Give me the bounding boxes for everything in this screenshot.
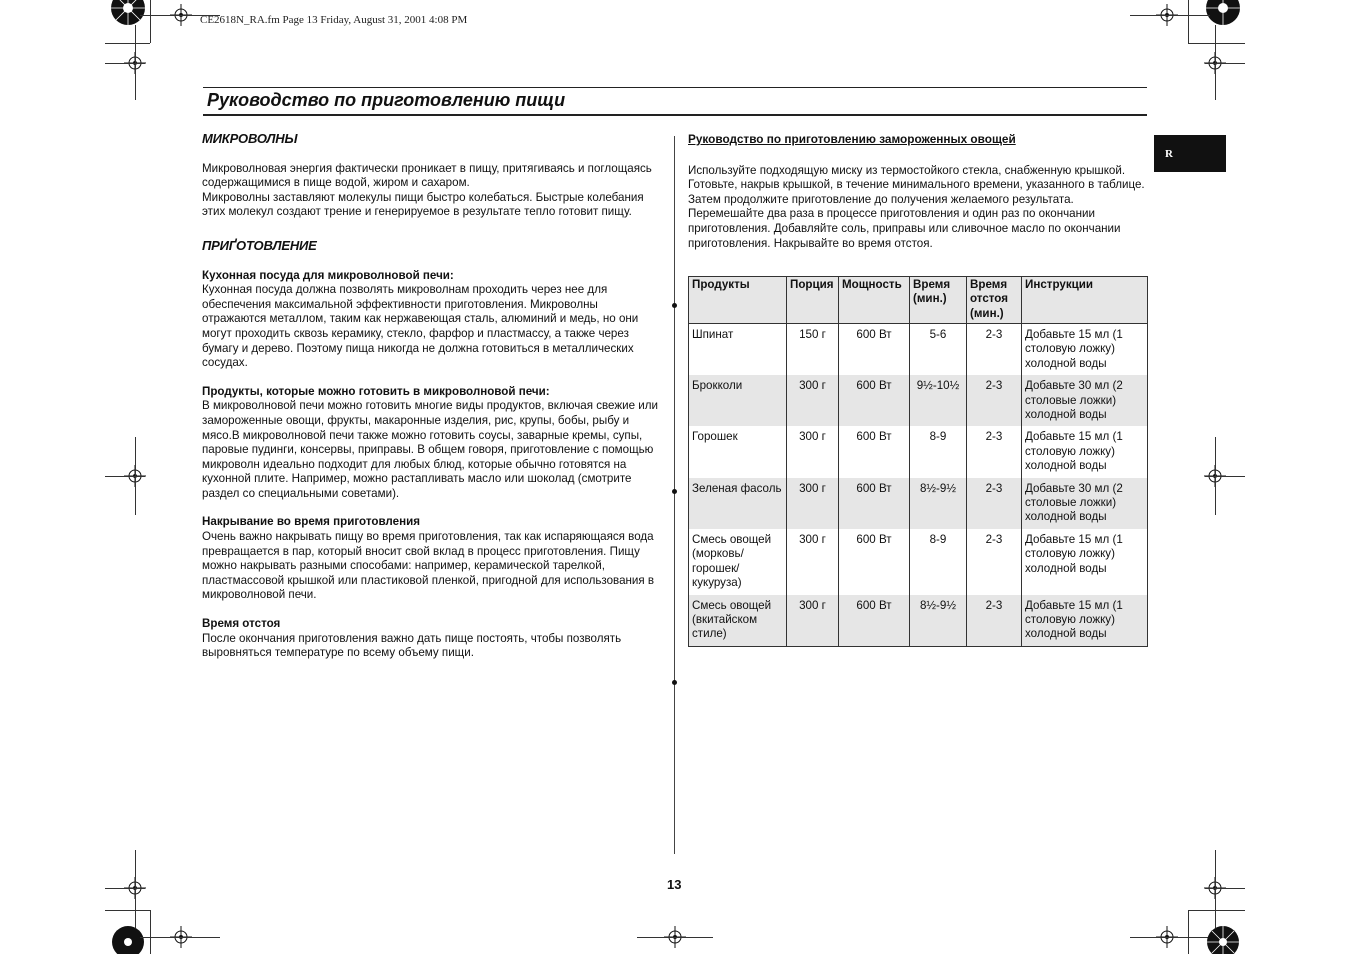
paragraph: Микроволновая энергия фактически проникает в пищу, притягиваясь и поглощаясь содержащимися в пище водой, жиром и сахаром.	[202, 161, 652, 190]
registration-wheel-icon	[1205, 926, 1241, 954]
table-row	[689, 375, 1148, 426]
column-header: Порция	[787, 277, 839, 324]
column-header: Продукты	[689, 277, 787, 324]
cell-product: Горошек	[689, 426, 787, 477]
paragraph: Микроволны заставляют молекулы пищи быстро колебаться. Быстрые колебания этих молекул создают трение и генерируемое в результате тепло готовит пищу.	[202, 190, 644, 219]
section-title-cooking: ПРИҐОТОВЛЕНИЕ	[202, 237, 317, 253]
cell-product: Брокколи	[689, 375, 787, 426]
cell-instructions: Добавьте 15 мл (1 столовую ложку) холодной воды	[1022, 529, 1148, 595]
frozen-veg-guide-title: Руководство по приготовлению замороженных овощей	[688, 132, 1016, 146]
cell-product: Зеленая фасоль	[689, 478, 787, 529]
paragraph: Используйте подходящую миску из термостойкого стекла, снабженную крышкой. Готовьте, накрыв крышкой, в течение минимального времени, указанного в таблице. Затем продолжите приготовление до получения желаемого результата. Перемешайте два раза в процессе приготовления и один раз по окончании приготовления. Добавляйте соль, приправы или сливочное масло по окончании приготовления. Накрывайте во время отстоя.	[688, 163, 1145, 250]
cell-power: 600 Вт	[839, 426, 910, 477]
table-row	[689, 478, 1148, 529]
cell-instructions: Добавьте 15 мл (1 столовую ложку) холодной воды	[1022, 324, 1148, 376]
page-title: Руководство по приготовлению пищи	[207, 90, 566, 110]
column-header: Время (мин.)	[910, 277, 967, 324]
registration-wheel-icon	[110, 0, 146, 26]
subheading: Время отстоя	[202, 617, 281, 631]
cell-power: 600 Вт	[839, 478, 910, 529]
bullet-dot	[672, 303, 677, 308]
cell-power: 600 Вт	[839, 529, 910, 595]
paragraph: Кухонная посуда должна позволять микроволнам проходить через нее для обеспечения максимальной эффективности приготовления. Микроволны отражаются металлом, таким как нержавеющая сталь, алюминий и медь, но они могут проходить сквозь керамику, стекло, фарфор и пластмассу, а также через бумагу и дерево. Поэтому пища никогда не должна готовиться в металлических сосудах.	[202, 283, 639, 370]
section-title-microwaves: МИКРОВОЛНЫ	[202, 131, 298, 146]
title-top-rule	[203, 87, 1147, 88]
cell-stand: 2-3	[967, 375, 1022, 426]
column-header: Инструкции	[1022, 277, 1148, 324]
cell-portion: 300 г	[787, 426, 839, 477]
registration-wheel-icon	[1205, 0, 1241, 26]
table-row	[689, 324, 1148, 376]
paragraph: В микроволновой печи можно готовить многие виды продуктов, включая свежие или замороженные овощи, фрукты, макаронные изделия, рис, крупы, бобы, рыбу и мясо.В микроволновой печи также можно готовить соусы, заварные кремы, супы, паровые пудинги, консервы, приправы. В общем говоря, приготовление с помощью микроволн идеально подходит для любых блюд, которые обычно готовятся на кухонной плите. Например, можно растапливать масло или шоколад (смотрите раздел со специальными советами).	[202, 399, 658, 500]
cell-portion: 300 г	[787, 478, 839, 529]
column-header: Мощность	[839, 277, 910, 324]
cell-portion: 300 г	[787, 595, 839, 647]
column-header: Время отстоя (мин.)	[967, 277, 1022, 324]
subheading: Накрывание во время приготовления	[202, 515, 420, 529]
registration-wheel-icon	[110, 926, 146, 954]
bullet-dot	[672, 680, 677, 685]
cell-time: 8-9	[910, 529, 967, 595]
subheading: Продукты, которые можно готовить в микроволновой печи:	[202, 384, 550, 398]
cell-portion: 300 г	[787, 529, 839, 595]
file-header: CE2618N_RA.fm Page 13 Friday, August 31, 2001 4:08 PM	[200, 14, 468, 26]
table-header-row	[689, 277, 1148, 324]
cell-time: 8½-9½	[910, 595, 967, 647]
cell-instructions: Добавьте 15 мл (1 столовую ложку) холодной воды	[1022, 426, 1148, 477]
paragraph: Очень важно накрывать пищу во время приготовления, так как испаряющаяся вода превращается в пар, который вносит свой вклад в процесс приготовления. Пищу можно накрывать разными способами: например, керамической тарелкой, пластмассовой крышкой или пластиковой пленкой, пригодной для использования в микроволновой печи.	[202, 530, 655, 602]
cell-time: 8½-9½	[910, 478, 967, 529]
cell-instructions: Добавьте 30 мл (2 столовые ложки) холодной воды	[1022, 478, 1148, 529]
table-row	[689, 529, 1148, 595]
cell-stand: 2-3	[967, 426, 1022, 477]
subheading: Кухонная посуда для микроволновой печи:	[202, 268, 454, 282]
cell-power: 600 Вт	[839, 324, 910, 376]
vegetable-table	[688, 276, 1148, 647]
cell-stand: 2-3	[967, 595, 1022, 647]
cell-time: 9½-10½	[910, 375, 967, 426]
cell-time: 5-6	[910, 324, 967, 376]
paragraph: После окончания приготовления важно дать пище постоять, чтобы позволять выровняться температуре по всему объему пищи.	[202, 631, 622, 660]
title-bottom-rule	[203, 114, 1147, 116]
cell-power: 600 Вт	[839, 375, 910, 426]
cell-instructions: Добавьте 15 мл (1 столовую ложку) холодной воды	[1022, 595, 1148, 647]
right-column	[688, 132, 1148, 251]
page-number: 13	[667, 877, 682, 892]
table-row	[689, 595, 1148, 647]
cell-product: Шпинат	[689, 324, 787, 376]
left-column	[202, 132, 664, 661]
language-tab: R	[1154, 135, 1226, 172]
cell-product: Смесь овощей (вкитайском стиле)	[689, 595, 787, 647]
cell-portion: 300 г	[787, 375, 839, 426]
table-row	[689, 426, 1148, 477]
cell-stand: 2-3	[967, 529, 1022, 595]
cell-power: 600 Вт	[839, 595, 910, 647]
cell-time: 8-9	[910, 426, 967, 477]
cell-stand: 2-3	[967, 324, 1022, 376]
cell-portion: 150 г	[787, 324, 839, 376]
column-divider	[674, 136, 675, 854]
cell-instructions: Добавьте 30 мл (2 столовые ложки) холодной воды	[1022, 375, 1148, 426]
cell-stand: 2-3	[967, 478, 1022, 529]
bullet-dot	[672, 489, 677, 494]
cell-product: Смесь овощей (морковь/ горошек/ кукуруза)	[689, 529, 787, 595]
